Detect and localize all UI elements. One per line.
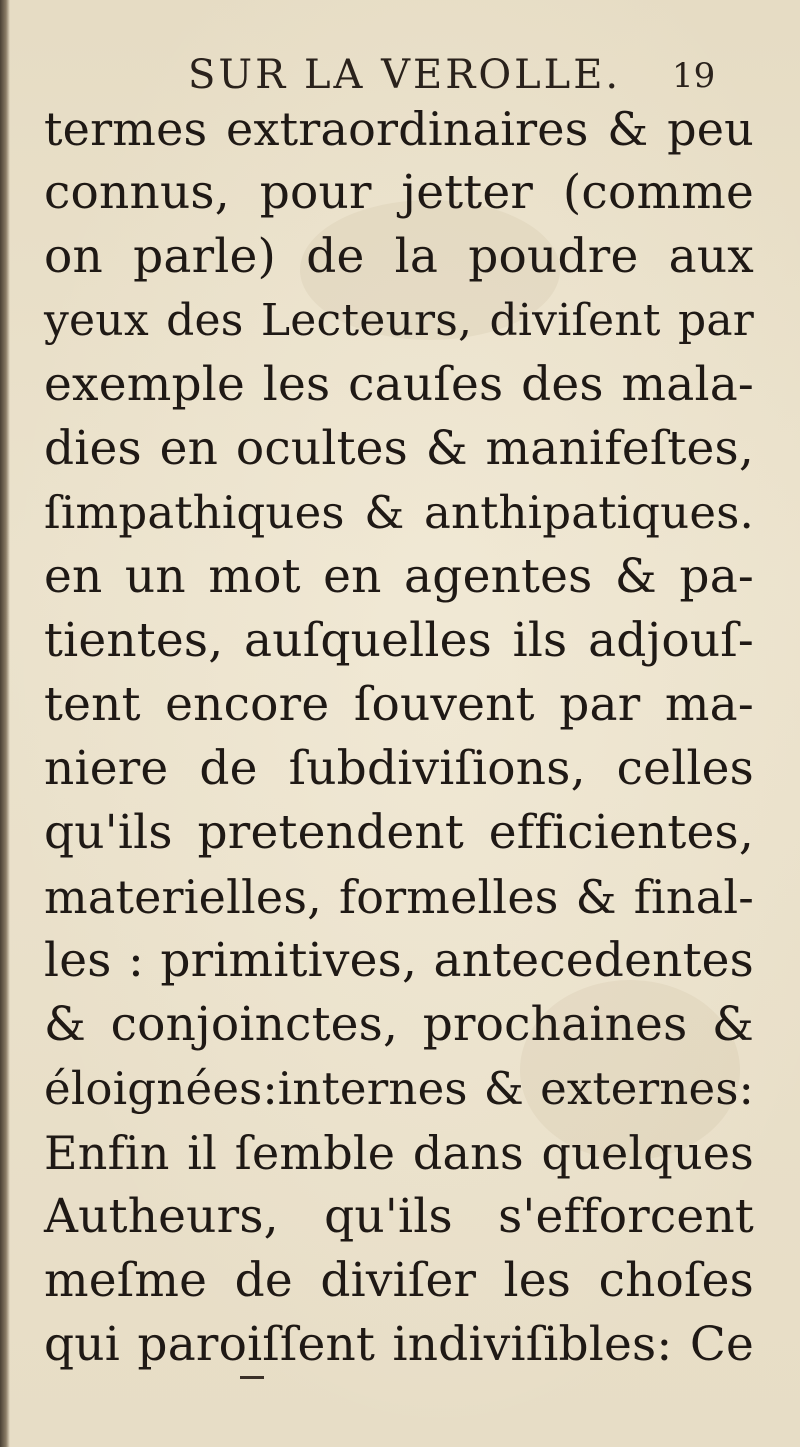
text-line: materielles, formelles & final- xyxy=(44,870,754,924)
text-line: qu'ils pretendent efficientes, xyxy=(44,805,754,860)
text-line: ſimpathiques & anthipatiques. xyxy=(44,486,754,539)
catchword-mark xyxy=(240,1376,264,1379)
text-line: meſme de diviſer les choſes xyxy=(44,1253,754,1308)
text-line: qui paroiſſent indiviſibles: Ce xyxy=(44,1317,754,1372)
text-line: Enfin il ſemble dans quelques xyxy=(44,1126,754,1180)
text-line: on parle) de la poudre aux xyxy=(44,229,754,284)
text-line: Autheurs, qu'ils s'efforcent xyxy=(44,1189,754,1244)
body-text xyxy=(44,97,754,1377)
text-line: exemple les cauſes des mala- xyxy=(44,357,754,412)
text-line: les : primitives, antecedentes xyxy=(44,933,754,988)
text-line: yeux des Lecteurs, diviſent par xyxy=(44,295,754,346)
text-line: tent encore ſouvent par ma- xyxy=(44,677,754,732)
text-line: éloignées:internes & externes: xyxy=(44,1062,754,1115)
page-binding-edge xyxy=(0,0,10,1447)
text-line: dies en ocultes & manifeſtes, xyxy=(44,421,754,476)
text-line: en un mot en agentes & pa- xyxy=(44,549,754,604)
text-line: tientes, auſquelles ils adjouſ- xyxy=(44,613,754,668)
text-line: connus, pour jetter (comme xyxy=(44,165,754,220)
page-number: 19 xyxy=(672,56,716,96)
text-line: niere de ſubdiviſions, celles xyxy=(44,741,754,796)
running-head-title: SUR LA VEROLLE. xyxy=(188,52,622,98)
text-line: termes extraordinaires & peu xyxy=(44,102,754,156)
text-line: & conjoinctes, prochaines & xyxy=(44,997,754,1052)
